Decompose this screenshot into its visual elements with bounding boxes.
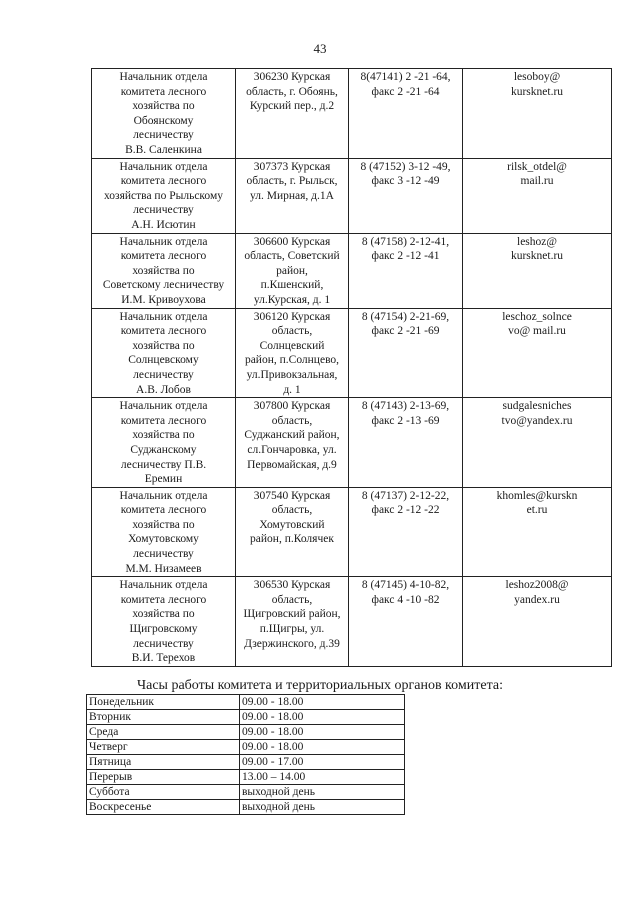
table-row xyxy=(87,755,405,770)
email-cell: leshoz@ kursknet.ru xyxy=(463,233,612,308)
day-cell: Понедельник xyxy=(87,695,240,710)
address-cell: 306600 Курская область, Советский район, п.Кшенский, ул.Курская, д. 1 xyxy=(236,233,349,308)
table-row xyxy=(87,740,405,755)
table-row xyxy=(87,725,405,740)
table-row xyxy=(87,785,405,800)
email-cell: khomles@kurskn et.ru xyxy=(463,487,612,577)
day-cell: Четверг xyxy=(87,740,240,755)
position-cell: Начальник отдела комитета лесного хозяйства по Щигровскому лесничеству В.И. Терехов xyxy=(92,577,236,667)
table-row xyxy=(87,710,405,725)
email-cell: leshoz2008@ yandex.ru xyxy=(463,577,612,667)
day-cell: Суббота xyxy=(87,785,240,800)
table-row xyxy=(92,308,612,398)
phone-cell: 8 (47154) 2-21-69, факс 2 -21 -69 xyxy=(349,308,463,398)
email-cell: rilsk_otdel@ mail.ru xyxy=(463,158,612,233)
email-cell: sudgalesniches tvo@yandex.ru xyxy=(463,398,612,488)
position-cell: Начальник отдела комитета лесного хозяйства по Солнцевскому лесничеству А.В. Лобов xyxy=(92,308,236,398)
time-cell: 09.00 - 17.00 xyxy=(240,755,405,770)
table-row xyxy=(87,770,405,785)
position-cell: Начальник отдела комитета лесного хозяйства по Советскому лесничеству И.М. Кривоухова xyxy=(92,233,236,308)
day-cell: Перерыв xyxy=(87,770,240,785)
time-cell: выходной день xyxy=(240,785,405,800)
table-row xyxy=(92,487,612,577)
address-cell: 307540 Курская область, Хомутовский район, п.Колячек xyxy=(236,487,349,577)
position-cell: Начальник отдела комитета лесного хозяйства по Обоянскому лесничеству В.В. Саленкина xyxy=(92,69,236,159)
time-cell: 09.00 - 18.00 xyxy=(240,725,405,740)
address-cell: 307800 Курская область, Суджанский район, сл.Гончаровка, ул. Первомайская, д.9 xyxy=(236,398,349,488)
time-cell: выходной день xyxy=(240,800,405,815)
address-cell: 307373 Курская область, г. Рыльск, ул. Мирная, д.1А xyxy=(236,158,349,233)
table-row xyxy=(92,577,612,667)
position-cell: Начальник отдела комитета лесного хозяйства по Хомутовскому лесничеству М.М. Низамеев xyxy=(92,487,236,577)
contacts-table xyxy=(91,68,612,667)
day-cell: Воскресенье xyxy=(87,800,240,815)
day-cell: Среда xyxy=(87,725,240,740)
phone-cell: 8 (47158) 2-12-41, факс 2 -12 -41 xyxy=(349,233,463,308)
table-row xyxy=(92,398,612,488)
table-row xyxy=(92,233,612,308)
table-row xyxy=(92,158,612,233)
time-cell: 13.00 – 14.00 xyxy=(240,770,405,785)
phone-cell: 8 (47143) 2-13-69, факс 2 -13 -69 xyxy=(349,398,463,488)
table-row xyxy=(87,800,405,815)
phone-cell: 8 (47145) 4-10-82, факс 4 -10 -82 xyxy=(349,577,463,667)
page-number: 43 xyxy=(313,41,327,56)
email-cell: lesoboy@ kursknet.ru xyxy=(463,69,612,159)
hours-title: Часы работы комитета и территориальных органов комитета: xyxy=(137,678,503,693)
time-cell: 09.00 - 18.00 xyxy=(240,710,405,725)
time-cell: 09.00 - 18.00 xyxy=(240,695,405,710)
time-cell: 09.00 - 18.00 xyxy=(240,740,405,755)
phone-cell: 8 (47152) 3-12 -49, факс 3 -12 -49 xyxy=(349,158,463,233)
table-row xyxy=(87,695,405,710)
phone-cell: 8 (47137) 2-12-22, факс 2 -12 -22 xyxy=(349,487,463,577)
position-cell: Начальник отдела комитета лесного хозяйства по Суджанскому лесничеству П.В. Еремин xyxy=(92,398,236,488)
position-cell: Начальник отдела комитета лесного хозяйства по Рыльскому лесничеству А.Н. Исютин xyxy=(92,158,236,233)
email-cell: leschoz_solnce vo@ mail.ru xyxy=(463,308,612,398)
phone-cell: 8(47141) 2 -21 -64, факс 2 -21 -64 xyxy=(349,69,463,159)
table-row xyxy=(92,69,612,159)
address-cell: 306230 Курская область, г. Обоянь, Курский пер., д.2 xyxy=(236,69,349,159)
day-cell: Пятница xyxy=(87,755,240,770)
hours-table xyxy=(86,694,405,815)
address-cell: 306530 Курская область, Щигровский район, п.Щигры, ул. Дзержинского, д.39 xyxy=(236,577,349,667)
address-cell: 306120 Курская область, Солнцевский район, п.Солнцево, ул.Привокзальная, д. 1 xyxy=(236,308,349,398)
day-cell: Вторник xyxy=(87,710,240,725)
